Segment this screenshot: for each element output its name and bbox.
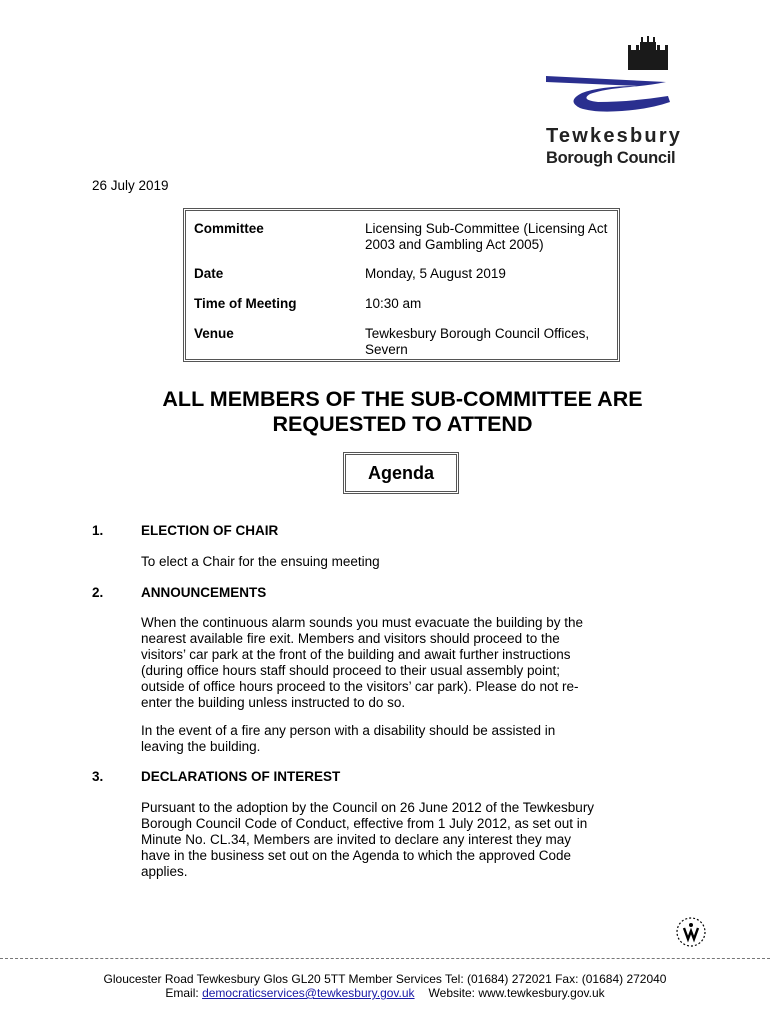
attendance-notice: ALL MEMBERS OF THE SUB-COMMITTEE ARE REQUESTED TO ATTEND	[162, 387, 643, 436]
footer-contact	[0, 986, 770, 1000]
council-logo	[540, 36, 690, 171]
item-number: 2.	[92, 585, 104, 600]
meeting-details-box	[183, 208, 620, 362]
meeting-value: Monday, 5 August 2019	[365, 266, 506, 281]
meeting-label: Venue	[194, 326, 234, 341]
logo-subtitle: Borough Council	[546, 149, 676, 167]
item-number: 3.	[92, 769, 104, 784]
meeting-value: 10:30 am	[365, 296, 422, 311]
meeting-value: Tewkesbury Borough Council Offices, Severn	[365, 326, 590, 357]
item-paragraph: When the continuous alarm sounds you must evacuate the building by the nearest available fire exit. Members and visitors should proceed to the visitors’ car park at the front of the building and await further instructions (during office hours staff should proceed to their usual assembly point; outside of office hours proceed to the visitors’ car park). Please do not re-enter the building unless instructed to do so.	[141, 615, 584, 710]
footer-address: Gloucester Road Tewkesbury Glos GL20 5TT Member Services Tel: (01684) 272021 Fax: (01684) 272040	[103, 972, 667, 986]
item-paragraph: Pursuant to the adoption by the Council on 26 June 2012 of the Tewkesbury Borough Council Code of Conduct, effective from 1 July 2012, as set out in Minute No. CL.34, Members are invited to declare any interest they may have in the business set out on the Agenda to which the approved Code applies.	[141, 800, 595, 879]
meeting-label: Date	[194, 266, 224, 281]
item-paragraph: In the event of a fire any person with a disability should be assisted in leaving the building.	[141, 723, 556, 754]
item-title: ANNOUNCEMENTS	[141, 585, 267, 600]
document-date: 26 July 2019	[92, 178, 169, 193]
agenda-heading	[343, 452, 459, 494]
meeting-label: Time of Meeting	[194, 296, 297, 311]
item-paragraph: To elect a Chair for the ensuing meeting	[141, 554, 380, 569]
abbey-river-logo-icon	[540, 36, 690, 128]
meeting-label: Committee	[194, 221, 264, 236]
positive-about-disabled-people-icon	[674, 915, 708, 949]
item-title: ELECTION OF CHAIR	[141, 523, 279, 538]
agenda-title: Agenda	[367, 463, 434, 483]
footer-divider	[0, 958, 770, 959]
meeting-value: Licensing Sub-Committee (Licensing Act 2003 and Gambling Act 2005)	[365, 221, 608, 252]
logo-title: Tewkesbury	[546, 125, 683, 147]
email-label: Email:	[165, 986, 203, 1000]
website-text: Website: www.tewkesbury.gov.uk	[428, 986, 605, 1000]
item-number: 1.	[92, 523, 104, 538]
item-title: DECLARATIONS OF INTEREST	[141, 769, 341, 784]
email-link[interactable]: democraticservices@tewkesbury.gov.uk	[202, 986, 415, 1000]
